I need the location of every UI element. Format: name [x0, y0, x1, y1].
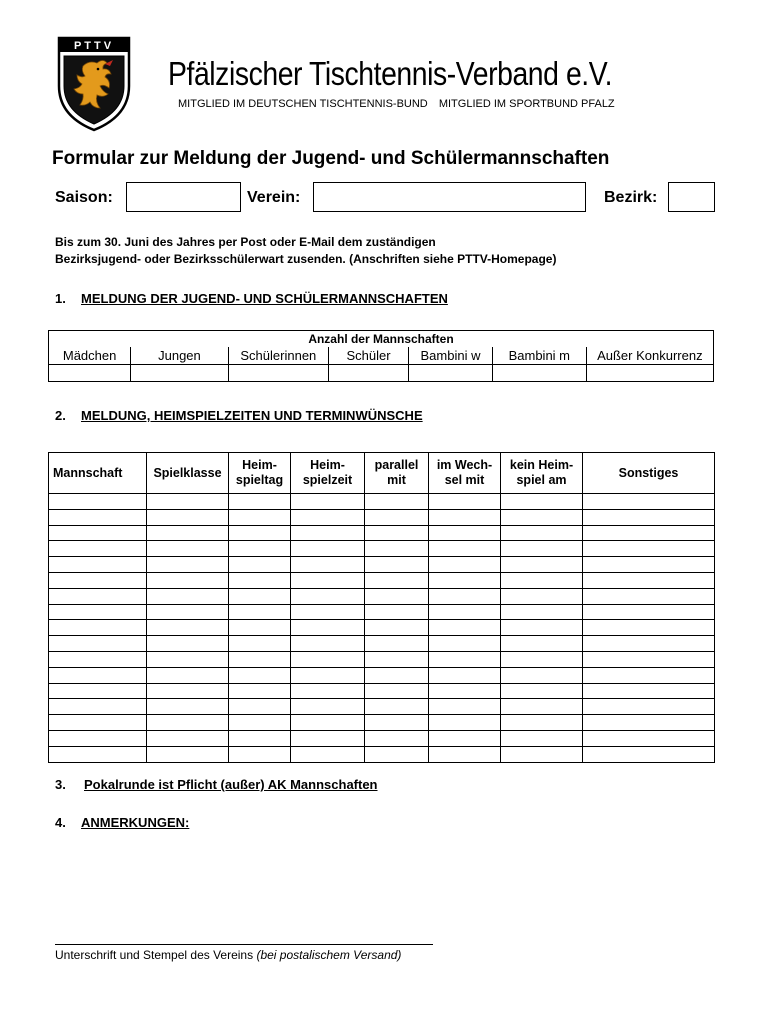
- signature-caption: [55, 948, 401, 962]
- cell-kein-heimspiel-am[interactable]: [501, 667, 583, 683]
- cell-parallel-mit[interactable]: [365, 509, 429, 525]
- section-2-heading: [55, 408, 423, 423]
- cell-kein-heimspiel-am[interactable]: [501, 509, 583, 525]
- cell-heimspielzeit[interactable]: [291, 541, 365, 557]
- cell-kein-heimspiel-am[interactable]: [501, 636, 583, 652]
- cell-heimspieltag[interactable]: [229, 715, 291, 731]
- cell-spielklasse[interactable]: [147, 651, 229, 667]
- section-2-title: MELDUNG, HEIMSPIELZEITEN UND TERMINWÜNSCHE: [81, 408, 423, 423]
- col-bambini-m: Bambini m: [492, 347, 586, 365]
- team-count-table: [48, 330, 714, 382]
- notice-line-2: Bezirksjugend- oder Bezirksschülerwart zusenden. (Anschriften siehe PTTV-Homepage): [55, 252, 557, 266]
- cell-spielklasse[interactable]: [147, 746, 229, 762]
- cell-sonstiges[interactable]: [583, 667, 715, 683]
- col-heimspieltag: Heim- spieltag: [229, 453, 291, 494]
- input-bambini-w[interactable]: [409, 365, 493, 382]
- cell-im-wechsel-mit[interactable]: [429, 730, 501, 746]
- cell-kein-heimspiel-am[interactable]: [501, 588, 583, 604]
- cell-parallel-mit[interactable]: [365, 699, 429, 715]
- cell-heimspieltag[interactable]: [229, 636, 291, 652]
- cell-parallel-mit[interactable]: [365, 525, 429, 541]
- cell-mannschaft[interactable]: [49, 730, 147, 746]
- col-sonstiges: Sonstiges: [583, 453, 715, 494]
- cell-heimspielzeit[interactable]: [291, 525, 365, 541]
- table-row: [49, 494, 715, 510]
- col-ausser-konkurrenz: Außer Konkurrenz: [586, 347, 713, 365]
- section-4-title: ANMERKUNGEN:: [81, 815, 190, 830]
- cell-heimspieltag[interactable]: [229, 651, 291, 667]
- cell-heimspieltag[interactable]: [229, 746, 291, 762]
- cell-im-wechsel-mit[interactable]: [429, 667, 501, 683]
- cell-mannschaft[interactable]: [49, 636, 147, 652]
- section-2-number: 2.: [55, 408, 66, 423]
- cell-sonstiges[interactable]: [583, 588, 715, 604]
- cell-heimspieltag[interactable]: [229, 494, 291, 510]
- cell-sonstiges[interactable]: [583, 541, 715, 557]
- col-heimspielzeit: Heim- spielzeit: [291, 453, 365, 494]
- cell-mannschaft[interactable]: [49, 604, 147, 620]
- signature-note: (bei postalischem Versand): [256, 948, 402, 962]
- cell-parallel-mit[interactable]: [365, 572, 429, 588]
- table-row: [49, 525, 715, 541]
- cell-im-wechsel-mit[interactable]: [429, 699, 501, 715]
- cell-sonstiges[interactable]: [583, 494, 715, 510]
- cell-im-wechsel-mit[interactable]: [429, 557, 501, 573]
- cell-spielklasse[interactable]: [147, 683, 229, 699]
- cell-sonstiges[interactable]: [583, 557, 715, 573]
- col-spielklasse: Spielklasse: [147, 453, 229, 494]
- saison-label: Saison:: [55, 189, 113, 206]
- input-bambini-m[interactable]: [492, 365, 586, 382]
- cell-kein-heimspiel-am[interactable]: [501, 525, 583, 541]
- cell-kein-heimspiel-am[interactable]: [501, 683, 583, 699]
- table-row: [49, 557, 715, 573]
- cell-kein-heimspiel-am[interactable]: [501, 651, 583, 667]
- table-row: [49, 588, 715, 604]
- cell-spielklasse[interactable]: [147, 509, 229, 525]
- input-jungen[interactable]: [131, 365, 228, 382]
- cell-spielklasse[interactable]: [147, 572, 229, 588]
- logo-text: PTTV: [73, 40, 115, 52]
- cell-mannschaft[interactable]: [49, 620, 147, 636]
- submission-notice: [55, 234, 556, 268]
- cell-sonstiges[interactable]: [583, 525, 715, 541]
- cell-heimspieltag[interactable]: [229, 557, 291, 573]
- cell-im-wechsel-mit[interactable]: [429, 636, 501, 652]
- cell-im-wechsel-mit[interactable]: [429, 604, 501, 620]
- cell-kein-heimspiel-am[interactable]: [501, 604, 583, 620]
- cell-heimspielzeit[interactable]: [291, 715, 365, 731]
- cell-spielklasse[interactable]: [147, 636, 229, 652]
- section-4-heading: [55, 815, 189, 830]
- cell-spielklasse[interactable]: [147, 730, 229, 746]
- cell-heimspielzeit[interactable]: [291, 636, 365, 652]
- table-row: [49, 746, 715, 762]
- section-3-title: Pokalrunde ist Pflicht (außer) AK Mannschaften: [84, 777, 378, 792]
- bezirk-field[interactable]: [668, 182, 715, 212]
- verein-label: Verein:: [247, 189, 301, 206]
- section-3-heading: [55, 777, 378, 792]
- cell-mannschaft[interactable]: [49, 509, 147, 525]
- cell-sonstiges[interactable]: [583, 509, 715, 525]
- cell-kein-heimspiel-am[interactable]: [501, 699, 583, 715]
- cell-mannschaft[interactable]: [49, 746, 147, 762]
- cell-spielklasse[interactable]: [147, 588, 229, 604]
- cell-mannschaft[interactable]: [49, 667, 147, 683]
- table-row: [49, 730, 715, 746]
- remarks-area[interactable]: [55, 835, 715, 935]
- signature-line[interactable]: [55, 944, 433, 945]
- cell-sonstiges[interactable]: [583, 715, 715, 731]
- cell-parallel-mit[interactable]: [365, 730, 429, 746]
- cell-heimspielzeit[interactable]: [291, 494, 365, 510]
- cell-im-wechsel-mit[interactable]: [429, 620, 501, 636]
- cell-mannschaft[interactable]: [49, 525, 147, 541]
- col-im-wechsel-mit: im Wech- sel mit: [429, 453, 501, 494]
- cell-heimspieltag[interactable]: [229, 541, 291, 557]
- cell-mannschaft[interactable]: [49, 683, 147, 699]
- cell-heimspielzeit[interactable]: [291, 604, 365, 620]
- cell-im-wechsel-mit[interactable]: [429, 746, 501, 762]
- table-row: [49, 651, 715, 667]
- cell-kein-heimspiel-am[interactable]: [501, 557, 583, 573]
- cell-mannschaft[interactable]: [49, 699, 147, 715]
- cell-mannschaft[interactable]: [49, 651, 147, 667]
- cell-kein-heimspiel-am[interactable]: [501, 620, 583, 636]
- table-row: [49, 604, 715, 620]
- saison-field[interactable]: [126, 182, 241, 212]
- section-1-number: 1.: [55, 291, 66, 306]
- cell-im-wechsel-mit[interactable]: [429, 525, 501, 541]
- membership-dttb: MITGLIED IM DEUTSCHEN TISCHTENNIS-BUND: [178, 98, 428, 110]
- cell-heimspieltag[interactable]: [229, 509, 291, 525]
- cell-parallel-mit[interactable]: [365, 746, 429, 762]
- cell-sonstiges[interactable]: [583, 636, 715, 652]
- col-parallel-mit: parallel mit: [365, 453, 429, 494]
- schedule-header-row: [49, 453, 715, 494]
- col-mannschaft: Mannschaft: [49, 453, 147, 494]
- cell-sonstiges[interactable]: [583, 651, 715, 667]
- cell-parallel-mit[interactable]: [365, 588, 429, 604]
- cell-mannschaft[interactable]: [49, 572, 147, 588]
- team-count-header: Anzahl der Mannschaften: [49, 331, 714, 348]
- cell-heimspieltag[interactable]: [229, 730, 291, 746]
- cell-im-wechsel-mit[interactable]: [429, 572, 501, 588]
- cell-heimspielzeit[interactable]: [291, 667, 365, 683]
- cell-im-wechsel-mit[interactable]: [429, 588, 501, 604]
- form-title: Formular zur Meldung der Jugend- und Schülermannschaften: [52, 148, 610, 169]
- cell-kein-heimspiel-am[interactable]: [501, 715, 583, 731]
- input-ausser-konkurrenz[interactable]: [586, 365, 713, 382]
- bezirk-label: Bezirk:: [604, 189, 658, 206]
- table-row: [49, 620, 715, 636]
- cell-heimspielzeit[interactable]: [291, 509, 365, 525]
- cell-parallel-mit[interactable]: [365, 651, 429, 667]
- cell-sonstiges[interactable]: [583, 683, 715, 699]
- cell-im-wechsel-mit[interactable]: [429, 651, 501, 667]
- input-schueler[interactable]: [329, 365, 409, 382]
- cell-parallel-mit[interactable]: [365, 541, 429, 557]
- cell-heimspieltag[interactable]: [229, 620, 291, 636]
- org-membership: [178, 98, 623, 110]
- cell-heimspieltag[interactable]: [229, 699, 291, 715]
- cell-spielklasse[interactable]: [147, 699, 229, 715]
- col-bambini-w: Bambini w: [409, 347, 493, 365]
- cell-spielklasse[interactable]: [147, 604, 229, 620]
- cell-heimspielzeit[interactable]: [291, 620, 365, 636]
- col-jungen: Jungen: [131, 347, 228, 365]
- cell-heimspieltag[interactable]: [229, 572, 291, 588]
- cell-kein-heimspiel-am[interactable]: [501, 494, 583, 510]
- cell-mannschaft[interactable]: [49, 715, 147, 731]
- cell-im-wechsel-mit[interactable]: [429, 541, 501, 557]
- cell-parallel-mit[interactable]: [365, 715, 429, 731]
- table-row: [49, 715, 715, 731]
- verein-field[interactable]: [313, 182, 586, 212]
- cell-spielklasse[interactable]: [147, 541, 229, 557]
- cell-spielklasse[interactable]: [147, 557, 229, 573]
- section-4-number: 4.: [55, 815, 66, 830]
- cell-heimspielzeit[interactable]: [291, 572, 365, 588]
- cell-heimspielzeit[interactable]: [291, 588, 365, 604]
- team-schedule-table: [48, 452, 715, 763]
- input-schuelerinnen[interactable]: [228, 365, 328, 382]
- cell-mannschaft[interactable]: [49, 588, 147, 604]
- cell-heimspielzeit[interactable]: [291, 557, 365, 573]
- cell-parallel-mit[interactable]: [365, 683, 429, 699]
- table-row: [49, 572, 715, 588]
- section-1-title: MELDUNG DER JUGEND- UND SCHÜLERMANNSCHAFTEN: [81, 291, 448, 306]
- col-kein-heimspiel-am: kein Heim- spiel am: [501, 453, 583, 494]
- org-title: Pfälzischer Tischtennis-Verband e.V.: [168, 55, 613, 92]
- table-row: [49, 509, 715, 525]
- input-maedchen[interactable]: [49, 365, 131, 382]
- cell-heimspieltag[interactable]: [229, 667, 291, 683]
- cell-heimspieltag[interactable]: [229, 683, 291, 699]
- cell-heimspielzeit[interactable]: [291, 746, 365, 762]
- table-row: [49, 699, 715, 715]
- cell-im-wechsel-mit[interactable]: [429, 509, 501, 525]
- cell-mannschaft[interactable]: [49, 557, 147, 573]
- cell-spielklasse[interactable]: [147, 715, 229, 731]
- cell-im-wechsel-mit[interactable]: [429, 683, 501, 699]
- col-schuelerinnen: Schülerinnen: [228, 347, 328, 365]
- cell-heimspielzeit[interactable]: [291, 651, 365, 667]
- pttv-lion-shield-icon: [53, 36, 135, 132]
- cell-sonstiges[interactable]: [583, 620, 715, 636]
- cell-mannschaft[interactable]: [49, 541, 147, 557]
- cell-parallel-mit[interactable]: [365, 494, 429, 510]
- col-maedchen: Mädchen: [49, 347, 131, 365]
- cell-spielklasse[interactable]: [147, 667, 229, 683]
- table-row: [49, 541, 715, 557]
- cell-im-wechsel-mit[interactable]: [429, 715, 501, 731]
- cell-kein-heimspiel-am[interactable]: [501, 730, 583, 746]
- cell-im-wechsel-mit[interactable]: [429, 494, 501, 510]
- cell-kein-heimspiel-am[interactable]: [501, 572, 583, 588]
- cell-sonstiges[interactable]: [583, 572, 715, 588]
- cell-heimspielzeit[interactable]: [291, 730, 365, 746]
- section-3-number: 3.: [55, 777, 66, 792]
- cell-parallel-mit[interactable]: [365, 667, 429, 683]
- col-schueler: Schüler: [329, 347, 409, 365]
- notice-line-1: Bis zum 30. Juni des Jahres per Post oder E-Mail dem zuständigen: [55, 235, 436, 249]
- cell-parallel-mit[interactable]: [365, 636, 429, 652]
- cell-sonstiges[interactable]: [583, 604, 715, 620]
- cell-sonstiges[interactable]: [583, 746, 715, 762]
- membership-sportbund: MITGLIED IM SPORTBUND PFALZ: [438, 98, 615, 110]
- cell-parallel-mit[interactable]: [365, 604, 429, 620]
- cell-sonstiges[interactable]: [583, 730, 715, 746]
- pttv-logo: [53, 36, 135, 132]
- cell-kein-heimspiel-am[interactable]: [501, 746, 583, 762]
- cell-sonstiges[interactable]: [583, 699, 715, 715]
- cell-spielklasse[interactable]: [147, 620, 229, 636]
- section-1-heading: [55, 291, 448, 306]
- cell-spielklasse[interactable]: [147, 525, 229, 541]
- signature-text: Unterschrift und Stempel des Vereins: [55, 948, 254, 962]
- cell-spielklasse[interactable]: [147, 494, 229, 510]
- cell-heimspielzeit[interactable]: [291, 683, 365, 699]
- table-row: [49, 636, 715, 652]
- cell-parallel-mit[interactable]: [365, 557, 429, 573]
- cell-heimspieltag[interactable]: [229, 588, 291, 604]
- table-row: [49, 667, 715, 683]
- cell-kein-heimspiel-am[interactable]: [501, 541, 583, 557]
- cell-heimspieltag[interactable]: [229, 525, 291, 541]
- cell-parallel-mit[interactable]: [365, 620, 429, 636]
- cell-mannschaft[interactable]: [49, 494, 147, 510]
- cell-heimspielzeit[interactable]: [291, 699, 365, 715]
- table-row: [49, 683, 715, 699]
- cell-heimspieltag[interactable]: [229, 604, 291, 620]
